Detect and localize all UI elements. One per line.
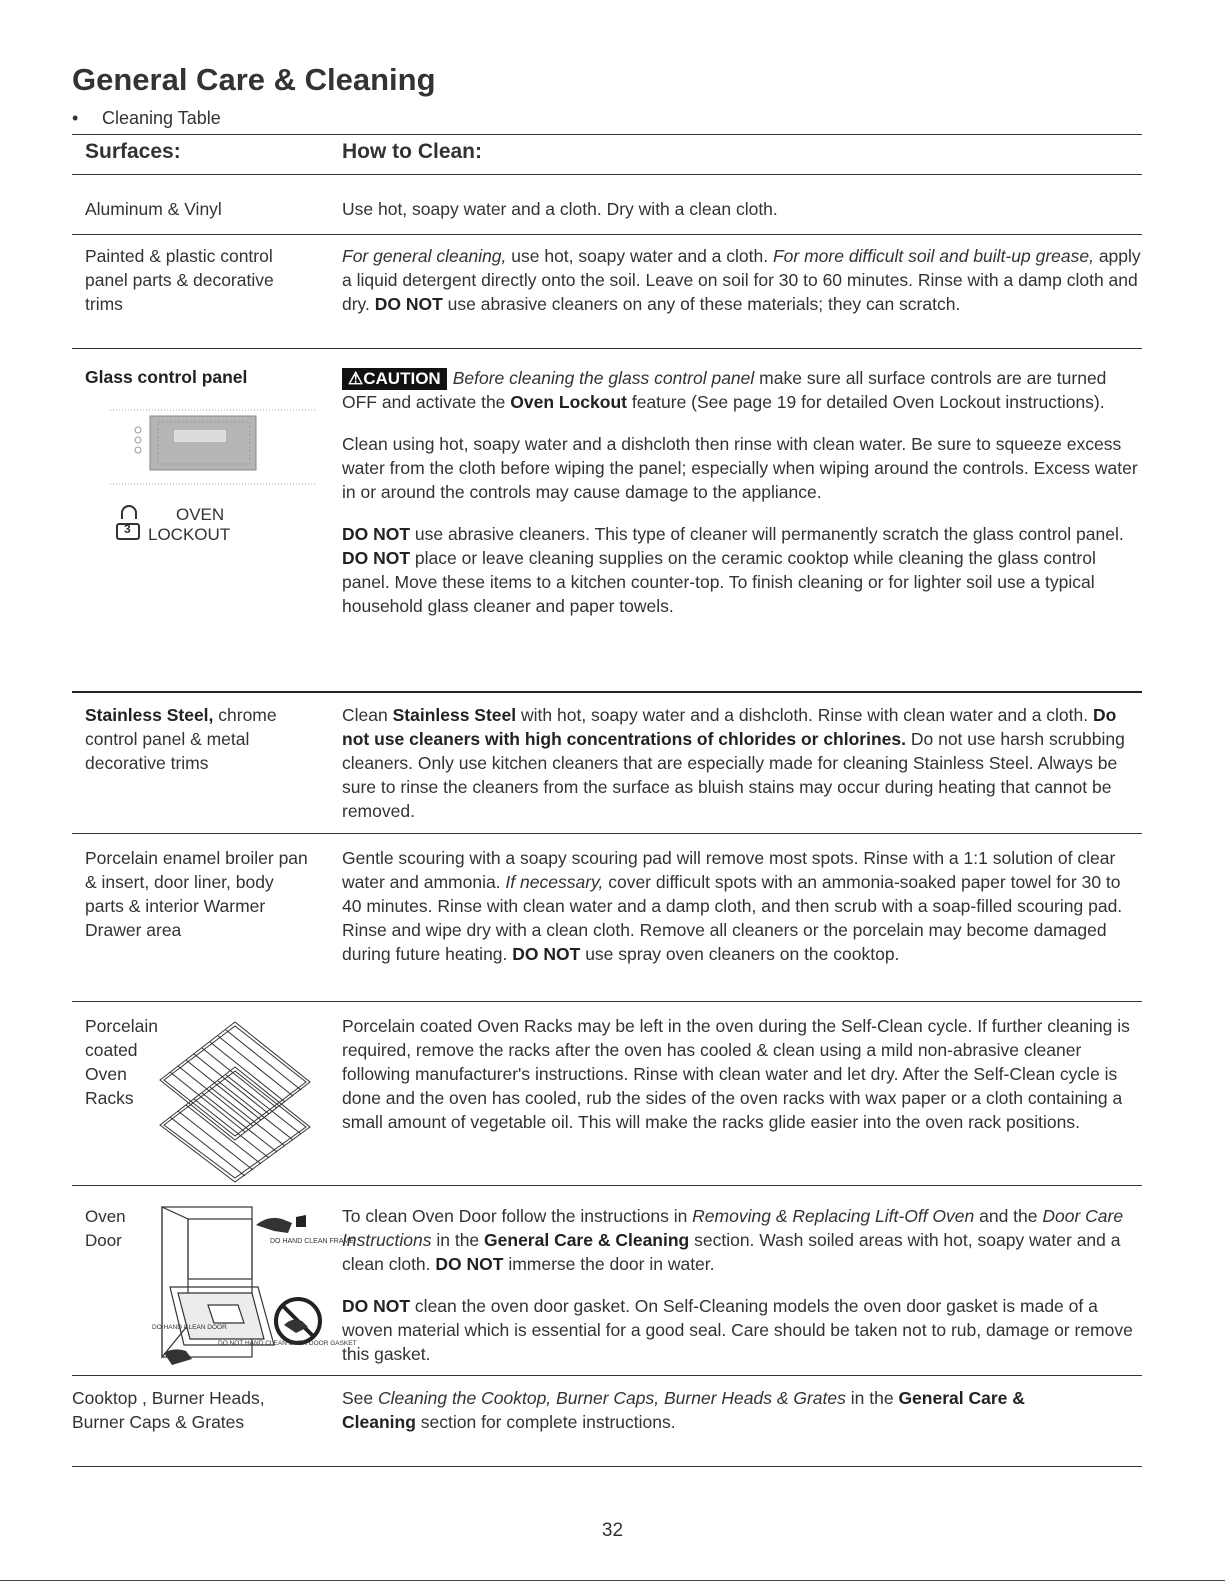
bullet-label: Cleaning Table [102, 108, 221, 128]
page-bottom-rule [0, 1580, 1225, 1581]
how-oven-racks: Porcelain coated Oven Racks may be left in the oven during the Self-Clean cycle. If further cleaning is required, remove the racks after the oven has cooled & clean using a mild non-abrasive cleaner following manufacturer's instructions. Rinse with clean water and let dry. After the Self-Clean cycle is done and the oven has cooled, rub the sides of the oven racks with wax paper or a cloth containing a small amount of vegetable oil. This will make the racks glide easier into the oven rack positions. [342, 1016, 1130, 1132]
how-porcelain-enamel [342, 846, 1142, 966]
text-bold: DO NOT [342, 1296, 411, 1316]
row-divider [72, 1185, 1142, 1186]
door-label-gasket: DO NOT HAND CLEAN OVEN DOOR GASKET [218, 1340, 357, 1347]
header-surfaces: Surfaces: [85, 140, 181, 163]
surface-painted-plastic: Painted & plastic control panel parts & decorative trims [85, 246, 274, 314]
page-title: General Care & Cleaning [72, 62, 436, 97]
text-bold: DO NOT [342, 524, 411, 544]
row-divider [72, 234, 1142, 235]
text: use abrasive cleaners. This type of cleaner will permanently scratch the glass control panel. [410, 524, 1124, 544]
text-bold: Stainless Steel, [85, 705, 214, 725]
text: with hot, soapy water and a dishcloth. Rinse with clean water and a cloth. [516, 705, 1093, 725]
text-bold: Glass control panel [85, 367, 248, 387]
text-italic: Before cleaning the glass control panel [452, 368, 755, 388]
text: section. Wash soiled areas with hot, soapy water and a clean cloth. [342, 1230, 1121, 1274]
text-bold: DO NOT [512, 944, 581, 964]
page-number: 32 [601, 1520, 624, 1541]
text-bold: Do not use cleaners with high concentrations of chlorides or chlorines. [342, 705, 1117, 749]
text: chrome control panel & metal decorative trims [85, 705, 277, 773]
door-label-door: DO HAND CLEAN DOOR [152, 1324, 227, 1331]
text-bold: Stainless Steel [392, 705, 517, 725]
surface-line: Door [85, 1231, 122, 1250]
how-glass-control-panel [342, 366, 1142, 618]
header-how-to-clean: How to Clean: [342, 140, 482, 163]
oven-lockout-label [148, 505, 230, 545]
surface-stainless-steel [85, 703, 315, 775]
text-bold: DO NOT [342, 548, 411, 568]
header-bottom-rule [72, 174, 1142, 175]
text: make sure all surface controls are are turned OFF and activate the [342, 368, 1107, 412]
text-italic: Removing & Replacing Lift-Off Oven [692, 1206, 975, 1226]
row-divider [72, 1001, 1142, 1002]
surface-cooktop: Cooktop , Burner Heads, Burner Caps & Grates [72, 1388, 265, 1432]
text: place or leave cleaning supplies on the ceramic cooktop while cleaning the glass control panel. Move these items to a kitchen counter-top. To finish cleaning or for lighter soil use a typical household glass cleaner and paper towels. [342, 548, 1096, 616]
surface-porcelain-enamel: Porcelain enamel broiler pan & insert, door liner, body parts & interior Warmer Drawer area [85, 848, 308, 940]
text: To clean Oven Door follow the instructions in [342, 1206, 693, 1226]
text-italic: For general cleaning, [342, 246, 507, 266]
text-bold: DO NOT [374, 294, 443, 314]
row-divider [72, 833, 1142, 834]
text-bold: General Care & Cleaning [484, 1230, 690, 1250]
surface-line: Racks [85, 1088, 134, 1108]
text: section for complete instructions. [415, 1412, 676, 1432]
surface-line: Oven [85, 1064, 127, 1084]
text: See [342, 1388, 378, 1408]
text-italic: Door Care Instructions [342, 1206, 1124, 1250]
paragraph [342, 522, 1142, 618]
how-painted-plastic [342, 244, 1142, 316]
text-italic: For more difficult soil and built-up grease, [772, 246, 1094, 266]
text: apply a liquid detergent directly onto the soil. Leave on soil for 30 to 60 minutes. Rinse with a damp cloth and dry. [342, 246, 1141, 314]
glass-panel-illustration [110, 408, 320, 488]
row-divider [72, 1375, 1142, 1376]
text: in the [431, 1230, 485, 1250]
text: use spray oven cleaners on the cooktop. [580, 944, 900, 964]
how-aluminum-vinyl: Use hot, soapy water and a cloth. Dry with a clean cloth. [342, 199, 778, 219]
how-cooktop [342, 1386, 1102, 1434]
text-bold: General Care & Cleaning [342, 1388, 1025, 1432]
surface-line: Porcelain [85, 1016, 158, 1036]
text-italic: Cleaning the Cooktop, Burner Caps, Burner Heads & Grates [378, 1388, 846, 1408]
oven-door-illustration [148, 1195, 357, 1375]
text: and the [974, 1206, 1043, 1226]
text: immerse the door in water. [503, 1254, 715, 1274]
row-divider [72, 348, 1142, 349]
how-stainless-steel [342, 703, 1142, 823]
how-oven-door [342, 1204, 1142, 1366]
text: Gentle scouring with a soapy scouring pad will remove most spots. Rinse with a 1:1 solution of clear water and ammonia. [342, 848, 1116, 892]
surface-aluminum-vinyl: Aluminum & Vinyl [85, 199, 222, 219]
text: use abrasive cleaners on any of these materials; they can scratch. [442, 294, 961, 314]
text: feature (See page 19 for detailed Oven Lockout instructions). [626, 392, 1105, 412]
bullet-cleaning-table [72, 108, 221, 129]
oven-label: OVEN [176, 505, 225, 524]
row-divider [72, 691, 1142, 693]
text: Do not use harsh scrubbing cleaners. Only use kitchen cleaners that are especially made for cleaning Stainless Steel. Always be sure to rinse the cleaners from the surface as bluish stains may occur during heating that cannot be removed. [342, 729, 1125, 821]
surface-line: coated [85, 1040, 138, 1060]
lockout-label: LOCKOUT [148, 525, 231, 544]
lockout-key-number: 3 [124, 522, 131, 536]
caution-label: CAUTION [363, 369, 441, 388]
paragraph: Clean using hot, soapy water and a dishcloth then rinse with clean water. Be sure to squeeze excess water from the cloth before wiping the panel; especially when wiping around the controls. Excess water in or around the controls may cause damage to the appliance. [342, 434, 1138, 502]
surface-line: Oven [85, 1207, 126, 1226]
text: clean the oven door gasket. On Self-Cleaning models the oven door gasket is made of a woven material which is essential for a good seal. Care should be taken not to rub, damage or remove this gasket. [342, 1296, 1133, 1364]
text: use hot, soapy water and a cloth. [506, 246, 773, 266]
table-bottom-rule [72, 1466, 1142, 1467]
header-top-rule [72, 134, 1142, 135]
door-label-frame: DO HAND CLEAN FRAME [270, 1238, 355, 1245]
text-italic: If necessary, [505, 872, 604, 892]
text: cover difficult spots with an ammonia-soaked paper towel for 30 to 40 minutes. Rinse with clean water and a damp cloth, and then scrub with a soap-filled scouring pad. Rinse and wipe dry with a clean cloth. Remove all cleaners or the porcelain may become damaged during future heating. [342, 872, 1123, 964]
bullet-dot: • [72, 108, 79, 128]
paragraph [342, 1294, 1142, 1366]
text-bold: Oven Lockout [510, 392, 627, 412]
surface-glass-control-panel [85, 365, 325, 389]
caution-badge: ⚠CAUTION [342, 368, 447, 390]
oven-racks-illustration [150, 1010, 330, 1185]
text: in the [845, 1388, 899, 1408]
paragraph [342, 366, 1142, 414]
text-bold: DO NOT [435, 1254, 504, 1274]
paragraph [342, 1204, 1142, 1276]
text: Clean [342, 705, 393, 725]
